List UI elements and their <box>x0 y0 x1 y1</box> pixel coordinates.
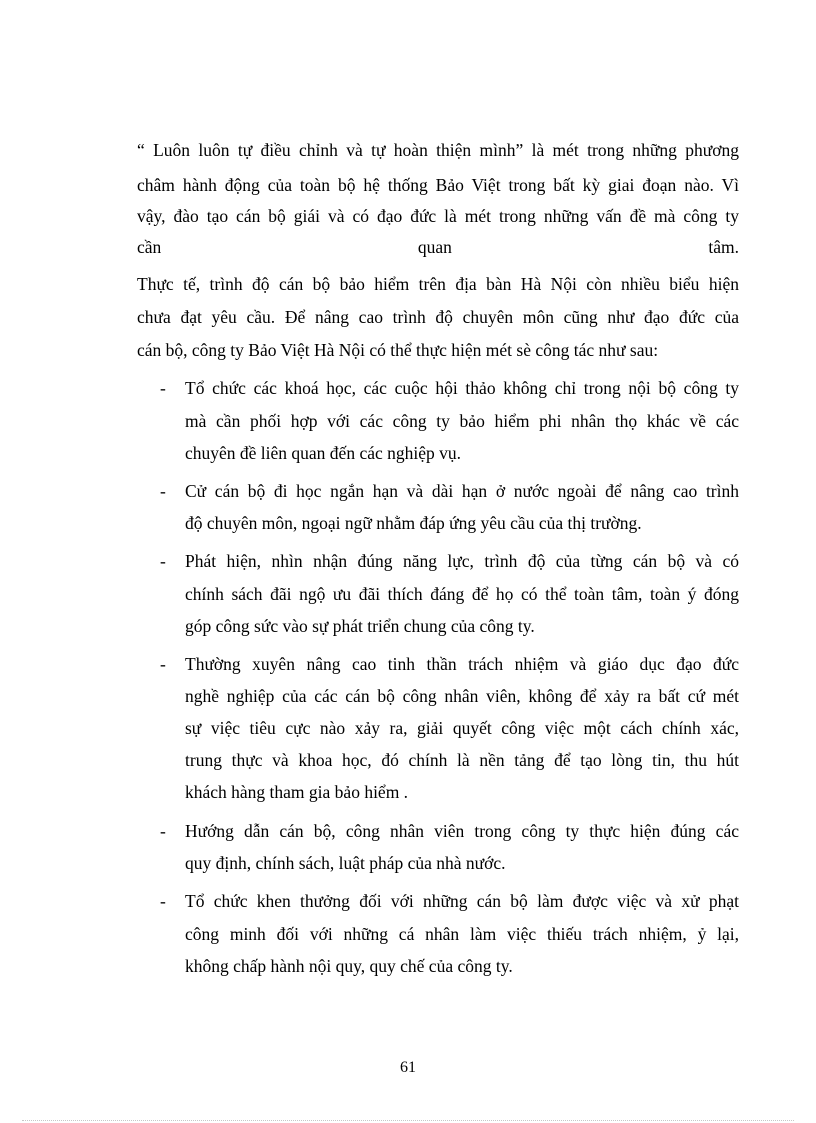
list-item-line: khách hàng tham gia bảo hiểm . <box>185 782 409 802</box>
list-item-line: công minh đối với những cá nhân làm việc thiếu trách nhiệm, ỷ lại, <box>185 924 739 944</box>
list-item-line: quy định, chính sách, luật pháp của nhà nước. <box>185 853 506 873</box>
list-item-line: Tổ chức khen thưởng đối với những cán bộ làm được việc và xử phạt <box>185 891 739 911</box>
paragraph-line: chưa đạt yêu cầu. Để nâng cao trình độ chuyên môn cũng như đạo đức của <box>137 307 739 327</box>
bullet-dash: - <box>160 891 166 911</box>
bullet-dash: - <box>160 821 166 841</box>
page-bottom-divider <box>22 1120 794 1121</box>
list-item-line: Tổ chức các khoá học, các cuộc hội thảo không chỉ trong nội bộ công ty <box>185 378 739 398</box>
list-item-line: Hướng dẫn cán bộ, công nhân viên trong công ty thực hiện đúng các <box>185 821 739 841</box>
paragraph-line: Thực tế, trình độ cán bộ bảo hiểm trên địa bàn Hà Nội còn nhiều biểu hiện <box>137 274 739 294</box>
list-item-line: Phát hiện, nhìn nhận đúng năng lực, trình độ của từng cán bộ và có <box>185 551 739 571</box>
list-item-line: sự việc tiêu cực nào xảy ra, giải quyết công việc một cách chính xác, <box>185 718 739 738</box>
paragraph-line: cần quan tâm. <box>137 237 739 257</box>
list-item-line: trung thực và khoa học, đó chính là nền tảng để tạo lòng tin, thu hút <box>185 750 739 770</box>
paragraph-line: cán bộ, công ty Bảo Việt Hà Nội có thể thực hiện mét sè công tác như sau: <box>137 340 659 360</box>
list-item-line: nghề nghiệp của các cán bộ công nhân viên, không để xảy ra bất cứ mét <box>185 686 739 706</box>
list-item-line: Cử cán bộ đi học ngắn hạn và dài hạn ở nước ngoài để nâng cao trình <box>185 481 739 501</box>
bullet-dash: - <box>160 481 166 501</box>
bullet-dash: - <box>160 551 166 571</box>
bullet-dash: - <box>160 654 166 674</box>
list-item-line: Thường xuyên nâng cao tinh thần trách nhiệm và giáo dục đạo đức <box>185 654 739 674</box>
list-item-line: chính sách đãi ngộ ưu đãi thích đáng để họ có thể toàn tâm, toàn ý đóng <box>185 584 739 604</box>
paragraph-line: “ Luôn luôn tự điều chỉnh và tự hoàn thiện mình” là mét trong những phương <box>137 140 739 160</box>
list-item-line: mà cần phối hợp với các công ty bảo hiểm phi nhân thọ khác về các <box>185 411 739 431</box>
list-item-line: không chấp hành nội quy, quy chế của công ty. <box>185 956 513 976</box>
bullet-dash: - <box>160 378 166 398</box>
list-item-line: chuyên đề liên quan đến các nghiệp vụ. <box>185 443 462 463</box>
list-item-line: góp công sức vào sự phát triển chung của công ty. <box>185 616 535 636</box>
paragraph-line: vậy, đào tạo cán bộ giái và có đạo đức là mét trong những vấn đề mà công ty <box>137 206 739 226</box>
paragraph-line: châm hành động của toàn bộ hệ thống Bảo Việt trong bất kỳ giai đoạn nào. Vì <box>137 175 739 195</box>
page-number: 61 <box>400 1059 416 1076</box>
list-item-line: độ chuyên môn, ngoại ngữ nhằm đáp ứng yêu cầu của thị trường. <box>185 513 642 533</box>
